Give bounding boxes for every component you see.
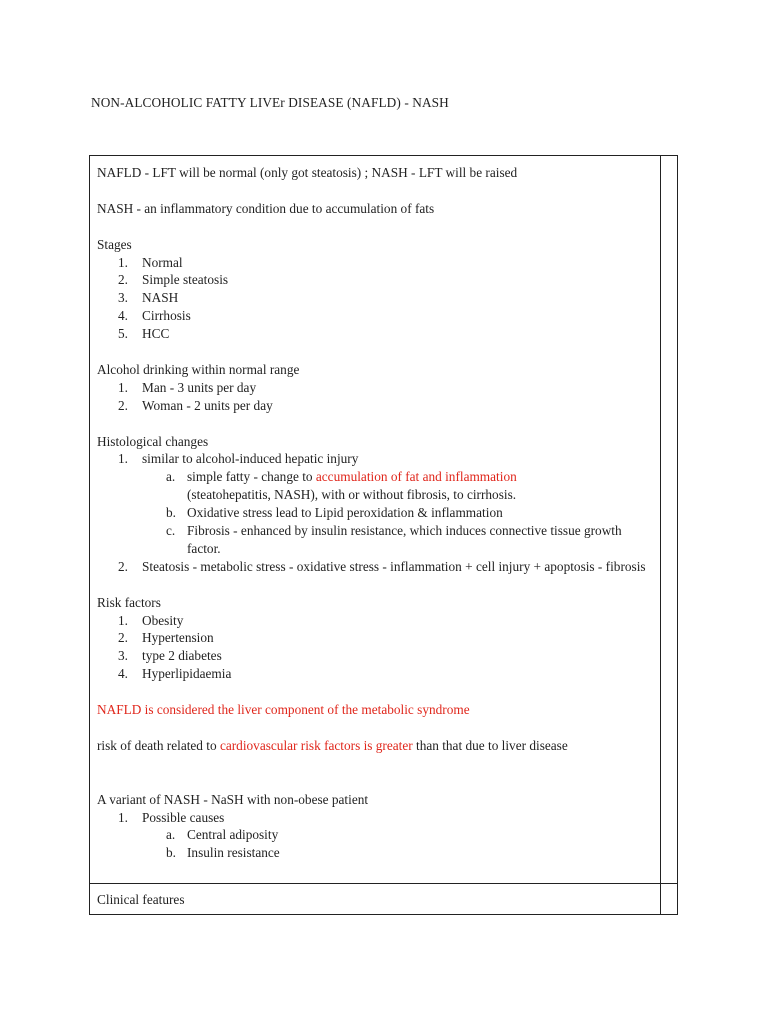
metabolic-syndrome-note: NAFLD is considered the liver component of the metabolic syndrome (97, 702, 470, 718)
list-item: 1. similar to alcohol-induced hepatic injury (118, 451, 359, 467)
alcohol-heading: Alcohol drinking within normal range (97, 361, 300, 377)
clinical-features-cell (97, 891, 185, 909)
sub-list-item: b. Insulin resistance (166, 845, 280, 861)
list-item: 1. Man - 3 units per day (118, 379, 257, 395)
nash-definition: NASH - an inflammatory condition due to accumulation of fats (97, 200, 435, 216)
stages-heading: Stages (97, 236, 132, 252)
histological-list (97, 450, 657, 575)
nafld-lft-line: NAFLD - LFT will be normal (only got steatosis) ; NASH - LFT will be raised (97, 165, 518, 180)
risk-list (97, 612, 657, 684)
variant-heading: A variant of NASH - NaSH with non-obese patient (97, 791, 369, 807)
list-item: 5. HCC (118, 326, 170, 342)
list-item: 3. NASH (118, 290, 179, 306)
sub-list-item: a. Central adiposity (166, 827, 279, 843)
alcohol-list (97, 379, 657, 415)
clinical-features-label: Clinical features (97, 892, 185, 907)
highlight-text: accumulation of fat and inflammation (315, 469, 517, 485)
list-item: 2. Simple steatosis (118, 272, 229, 288)
list-item: 2. Steatosis - metabolic stress - oxidative stress - inflammation + cell injury + apoptosis - fibrosis (118, 558, 646, 574)
histological-heading: Histological changes (97, 433, 209, 449)
variant-list (97, 809, 657, 863)
risk-heading: Risk factors (97, 594, 161, 610)
list-item: 1. Normal (118, 254, 183, 270)
main-cell (97, 164, 657, 862)
sub-list-item: a. simple fatty - change to accumulation of fat and inflammation (steatohepatitis, NASH), with or without fibrosis, to cirrhosis. (166, 469, 517, 503)
sub-list-item: b. Oxidative stress lead to Lipid peroxidation & inflammation (166, 505, 503, 521)
table-row-divider (90, 883, 677, 884)
death-risk-note: risk of death related to cardiovascular risk factors is greater than that due to liver disease (97, 737, 568, 753)
list-item: 2. Woman - 2 units per day (118, 397, 273, 413)
list-item: 1. Possible causes (118, 809, 225, 825)
list-item: 4. Hyperlipidaemia (118, 666, 232, 682)
stages-list (97, 254, 657, 344)
list-item: 2. Hypertension (118, 630, 214, 646)
notes-table (89, 155, 678, 915)
table-right-column (660, 156, 661, 914)
sub-list-item: c. Fibrosis - enhanced by insulin resistance, which induces connective tissue growth factor. (166, 523, 622, 556)
highlight-text: cardiovascular risk factors is greater (219, 737, 413, 753)
list-item: 4. Cirrhosis (118, 308, 191, 324)
list-item: 3. type 2 diabetes (118, 648, 222, 664)
list-item: 1. Obesity (118, 612, 184, 628)
document-title: NON-ALCOHOLIC FATTY LIVEr DISEASE (NAFLD) - NASH (91, 95, 449, 110)
